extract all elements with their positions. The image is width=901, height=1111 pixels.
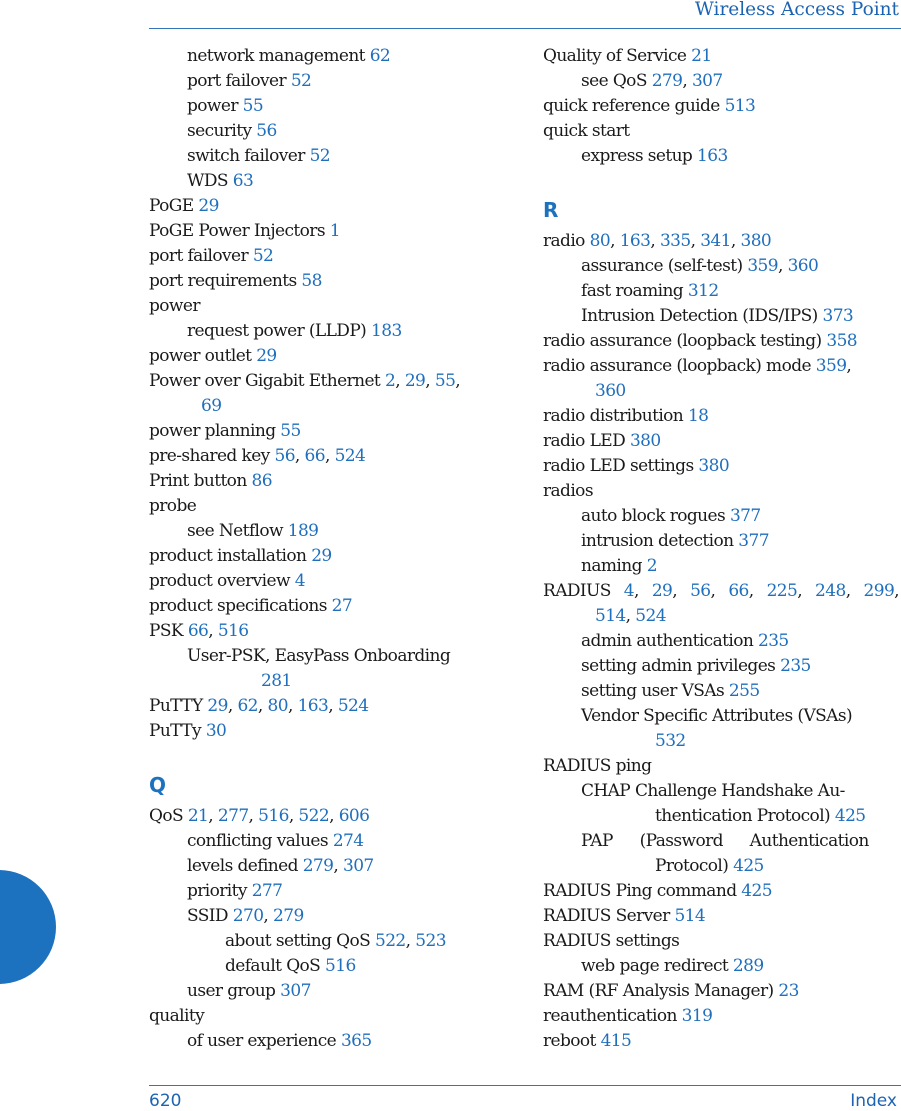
index-entry-continuation: thentication Protocol) 425 xyxy=(655,806,866,826)
index-entry: Print button 86 xyxy=(149,471,272,491)
index-entry: radio LED settings 380 xyxy=(543,456,730,476)
index-entry: default QoS 516 xyxy=(225,956,356,976)
index-entry-continuation: 281 xyxy=(261,671,292,691)
index-entry: PAP (Password Authentication xyxy=(581,831,869,851)
index-entry: Power over Gigabit Ethernet 2, 29, 55, xyxy=(149,371,461,391)
index-entry: user group 307 xyxy=(187,981,311,1001)
index-entry: quick reference guide 513 xyxy=(543,96,756,116)
footer-section-label: Index xyxy=(850,1091,897,1111)
index-entry: SSID 270, 279 xyxy=(187,906,304,926)
index-entry: quality xyxy=(149,1006,205,1026)
index-entry: security 56 xyxy=(187,121,277,141)
index-entry-continuation: 360 xyxy=(595,381,626,401)
index-entry: Vendor Specific Attributes (VSAs) xyxy=(581,706,853,726)
index-entry: conflicting values 274 xyxy=(187,831,364,851)
index-entry: PoGE 29 xyxy=(149,196,219,216)
index-entry: pre-shared key 56, 66, 524 xyxy=(149,446,366,466)
index-entry: quick start xyxy=(543,121,630,141)
index-entry: power outlet 29 xyxy=(149,346,277,366)
index-entry: express setup 163 xyxy=(581,146,728,166)
index-entry: RADIUS Server 514 xyxy=(543,906,706,926)
index-entry: RADIUS settings xyxy=(543,931,680,951)
index-entry: power 55 xyxy=(187,96,264,116)
index-entry: radio assurance (loopback testing) 358 xyxy=(543,331,858,351)
index-entry: RADIUS 4, 29, 56, 66, 225, 248, 299, xyxy=(543,581,899,601)
index-entry: switch failover 52 xyxy=(187,146,330,166)
index-entry-continuation: 532 xyxy=(655,731,686,751)
index-entry-continuation: 514, 524 xyxy=(595,606,666,626)
index-entry: fast roaming 312 xyxy=(581,281,719,301)
index-entry: setting user VSAs 255 xyxy=(581,681,760,701)
index-entry: port requirements 58 xyxy=(149,271,322,291)
index-entry: product specifications 27 xyxy=(149,596,353,616)
index-entry-continuation: Protocol) 425 xyxy=(655,856,764,876)
index-entry: radio distribution 18 xyxy=(543,406,709,426)
running-header-title: Wireless Access Point xyxy=(694,0,899,20)
index-entry: setting admin privileges 235 xyxy=(581,656,811,676)
index-entry: RADIUS Ping command 425 xyxy=(543,881,772,901)
page-number: 620 xyxy=(149,1091,182,1111)
index-entry: product overview 4 xyxy=(149,571,305,591)
index-entry-continuation: 69 xyxy=(201,396,222,416)
index-entry: radios xyxy=(543,481,593,501)
index-entry: levels defined 279, 307 xyxy=(187,856,374,876)
index-entry: WDS 63 xyxy=(187,171,254,191)
index-entry: radio LED 380 xyxy=(543,431,661,451)
index-entry: priority 277 xyxy=(187,881,283,901)
index-entry: power planning 55 xyxy=(149,421,301,441)
index-entry: power xyxy=(149,296,200,316)
index-entry: web page redirect 289 xyxy=(581,956,764,976)
index-entry: PuTTy 30 xyxy=(149,721,227,741)
index-entry: intrusion detection 377 xyxy=(581,531,769,551)
index-entry: CHAP Challenge Handshake Au- xyxy=(581,781,845,801)
header-rule xyxy=(149,28,901,29)
index-entry: see Netflow 189 xyxy=(187,521,319,541)
index-entry: RADIUS ping xyxy=(543,756,652,776)
index-entry: product installation 29 xyxy=(149,546,332,566)
index-entry: User-PSK, EasyPass Onboarding xyxy=(187,646,451,666)
index-entry: assurance (self-test) 359, 360 xyxy=(581,256,819,276)
index-entry: see QoS 279, 307 xyxy=(581,71,723,91)
footer-rule xyxy=(149,1085,901,1086)
index-entry: port failover 52 xyxy=(187,71,312,91)
index-entry: request power (LLDP) 183 xyxy=(187,321,402,341)
index-entry: auto block rogues 377 xyxy=(581,506,761,526)
index-entry: Intrusion Detection (IDS/IPS) 373 xyxy=(581,306,854,326)
index-entry: naming 2 xyxy=(581,556,657,576)
section-letter-r: R xyxy=(543,198,559,222)
index-entry: admin authentication 235 xyxy=(581,631,789,651)
index-entry: radio 80, 163, 335, 341, 380 xyxy=(543,231,772,251)
index-entry: PSK 66, 516 xyxy=(149,621,249,641)
index-entry: RAM (RF Analysis Manager) 23 xyxy=(543,981,799,1001)
index-entry: Quality of Service 21 xyxy=(543,46,712,66)
index-entry: PoGE Power Injectors 1 xyxy=(149,221,340,241)
index-entry: PuTTY 29, 62, 80, 163, 524 xyxy=(149,696,369,716)
index-entry: probe xyxy=(149,496,197,516)
section-thumb-tab xyxy=(0,870,56,984)
index-entry: of user experience 365 xyxy=(187,1031,372,1051)
index-entry: radio assurance (loopback) mode 359, xyxy=(543,356,852,376)
index-entry: port failover 52 xyxy=(149,246,274,266)
index-entry: about setting QoS 522, 523 xyxy=(225,931,446,951)
section-letter-q: Q xyxy=(149,773,167,797)
index-entry: reboot 415 xyxy=(543,1031,632,1051)
index-entry: QoS 21, 277, 516, 522, 606 xyxy=(149,806,370,826)
index-entry: network management 62 xyxy=(187,46,391,66)
index-entry: reauthentication 319 xyxy=(543,1006,713,1026)
